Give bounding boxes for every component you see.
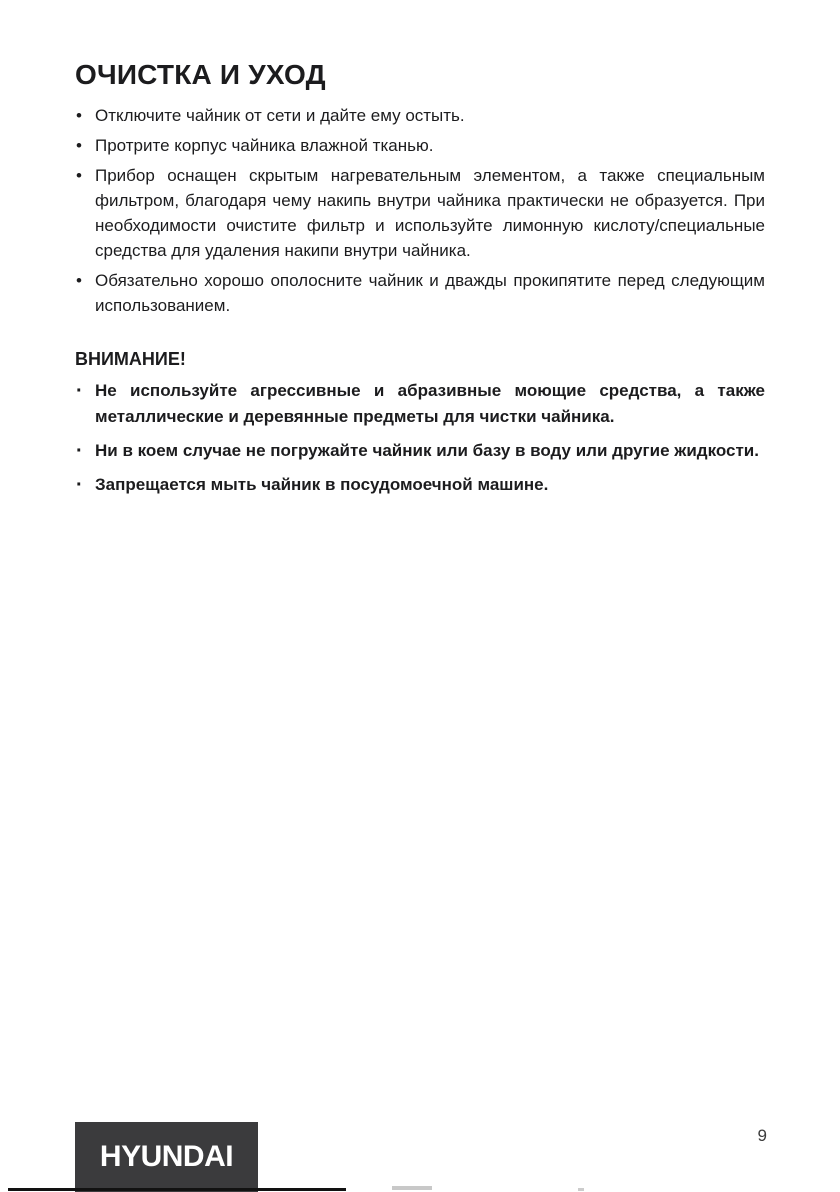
hyundai-logo-text: HYUNDAI	[99, 1140, 234, 1173]
list-item-text: Протрите корпус чайника влажной тканью.	[95, 136, 434, 155]
scan-artifact-mark	[578, 1188, 584, 1191]
list-item-text: Ни в коем случае не погружайте чайник или базу в воду или другие жидкости.	[95, 441, 759, 460]
list-item	[75, 378, 765, 430]
warning-list	[75, 378, 765, 498]
warning-heading: ВНИМАНИЕ!	[75, 349, 186, 369]
bullet-icon	[76, 472, 83, 499]
list-item	[75, 133, 765, 158]
section-title: ОЧИСТКА И УХОД	[75, 59, 326, 90]
hyundai-logo	[75, 1122, 258, 1192]
scan-artifact-line	[8, 1188, 346, 1191]
care-instructions-list	[75, 103, 765, 318]
bullet-icon	[76, 163, 82, 188]
list-item	[75, 472, 765, 498]
page-number: 9	[757, 1126, 767, 1145]
list-item-text: Не используйте агрессивные и абразивные моющие средства, а также металлические и деревянные предметы для чистки чайника.	[95, 381, 765, 426]
bullet-icon	[76, 378, 83, 405]
scan-artifact-mark	[392, 1186, 432, 1190]
list-item-text: Отключите чайник от сети и дайте ему остыть.	[95, 106, 465, 125]
list-item-text: Обязательно хорошо ополосните чайник и дважды прокипятите перед следующим использованием.	[95, 271, 765, 315]
bullet-icon	[76, 438, 83, 465]
list-item-text: Запрещается мыть чайник в посудомоечной машине.	[95, 475, 549, 494]
list-item-text: Прибор оснащен скрытым нагревательным элементом, а также специальным фильтром, благодаря чему накипь внутри чайника практически не образуется. При необходимости очистите фильтр и используйте лимонную кислоту/специальные средства для удаления накипи внутри чайника.	[95, 166, 765, 260]
page-content	[75, 60, 765, 506]
list-item	[75, 103, 765, 128]
bullet-icon	[76, 103, 82, 128]
list-item	[75, 268, 765, 318]
bullet-icon	[76, 268, 82, 293]
list-item	[75, 438, 765, 464]
list-item	[75, 163, 765, 263]
bullet-icon	[76, 133, 82, 158]
